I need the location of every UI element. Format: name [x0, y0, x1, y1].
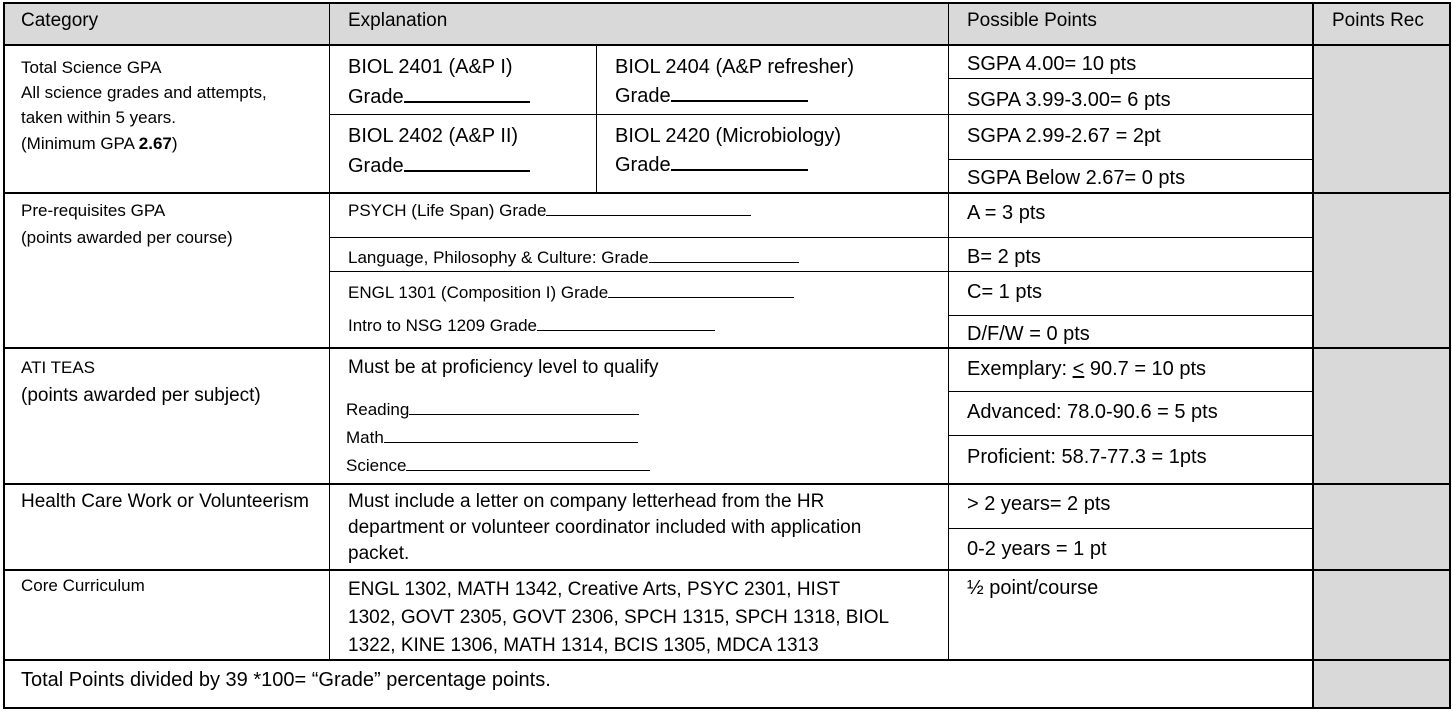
core-courses-line1: ENGL 1302, MATH 1342, Creative Arts, PSYC 2301, HIST — [348, 579, 841, 600]
teas-points-sep-2 — [948, 435, 1313, 436]
core-courses-line2: 1302, GOVT 2305, GOVT 2306, SPCH 1315, SPCH 1318, BIOL — [348, 607, 890, 628]
prereq-category-title: Pre-requisites GPA — [21, 201, 166, 220]
table-border-right — [1449, 2, 1451, 709]
course-biol-2420: BIOL 2420 (Microbiology) — [615, 125, 842, 147]
row-sep-core — [3, 659, 1451, 661]
row-sep-science — [3, 192, 1451, 194]
core-courses-line3: 1322, KINE 1306, MATH 1314, BCIS 1305, MDCA 1313 — [348, 635, 819, 656]
health-points-over-2: > 2 years= 2 pts — [967, 493, 1111, 515]
table-border-top — [3, 2, 1451, 4]
prereq-points-sep-2 — [948, 271, 1313, 272]
prereq-language: Language, Philosophy & Culture: Grade — [348, 249, 799, 266]
science-points-sep-3 — [948, 159, 1313, 160]
header-points-received: Points Rec — [1332, 10, 1424, 31]
science-category-line2: All science grades and attempts, — [21, 83, 267, 102]
points-rec-column-bg — [1314, 45, 1450, 708]
table-border-bottom — [3, 707, 1451, 709]
teas-points-sep-1 — [948, 391, 1313, 392]
science-course-sep — [329, 114, 949, 115]
prereq-points-b: B= 2 pts — [967, 246, 1041, 268]
core-points: ½ point/course — [967, 577, 1099, 599]
col-sep-points — [1312, 2, 1314, 709]
health-points-0-2: 0-2 years = 1 pt — [967, 538, 1107, 560]
health-points-sep — [948, 528, 1313, 529]
science-points-2: SGPA 3.99-3.00= 6 pts — [967, 89, 1171, 111]
teas-category-title: ATI TEAS — [21, 358, 96, 377]
prereq-category-note: (points awarded per course) — [21, 228, 233, 247]
col-sep-science-courses — [596, 46, 597, 193]
teas-science: Science — [346, 457, 650, 474]
row-sep-teas — [3, 483, 1451, 485]
prereq-points-a: A = 3 pts — [967, 202, 1046, 224]
science-category-title: Total Science GPA — [21, 58, 162, 77]
prereq-points-c: C= 1 pts — [967, 281, 1043, 303]
col-sep-explanation — [948, 2, 949, 660]
health-explanation-line3: packet. — [348, 543, 410, 564]
header-explanation: Explanation — [348, 10, 448, 31]
course-biol-2404-grade: Grade — [615, 86, 808, 106]
teas-points-proficient: Proficient: 58.7-77.3 = 1pts — [967, 446, 1207, 468]
teas-points-advanced: Advanced: 78.0-90.6 = 5 pts — [967, 401, 1218, 423]
teas-points-exemplary: Exemplary: < 90.7 = 10 pts — [967, 358, 1207, 380]
course-biol-2401-grade: Grade — [348, 87, 530, 107]
course-biol-2402-grade: Grade — [348, 156, 530, 176]
header-category: Category — [21, 10, 99, 31]
course-biol-2401: BIOL 2401 (A&P I) — [348, 56, 513, 78]
prereq-psych: PSYCH (Life Span) Grade — [348, 202, 751, 219]
prereq-expl-sep-1 — [329, 237, 949, 238]
health-explanation-line1: Must include a letter on company letterhead from the HR — [348, 491, 825, 512]
col-sep-category — [329, 2, 330, 660]
course-biol-2420-grade: Grade — [615, 155, 808, 175]
science-points-sep-1 — [948, 78, 1313, 79]
teas-reading: Reading — [346, 401, 639, 418]
prereq-points-sep-1 — [948, 237, 1313, 238]
course-biol-2404: BIOL 2404 (A&P refresher) — [615, 56, 855, 78]
science-points-4: SGPA Below 2.67= 0 pts — [967, 167, 1186, 189]
science-points-sep-2 — [948, 114, 1313, 115]
health-explanation-line2: department or volunteer coordinator included with application — [348, 517, 862, 538]
teas-proficiency-note: Must be at proficiency level to qualify — [348, 357, 659, 378]
health-category-title: Health Care Work or Volunteerism — [21, 491, 309, 512]
header-possible-points: Possible Points — [967, 10, 1097, 31]
science-minimum-gpa: (Minimum GPA 2.67) — [21, 134, 178, 153]
row-sep-header — [3, 44, 1451, 46]
course-biol-2402: BIOL 2402 (A&P II) — [348, 125, 519, 147]
science-category-line3: taken within 5 years. — [21, 108, 176, 127]
row-sep-health — [3, 569, 1451, 571]
header-row-bg — [4, 3, 1450, 45]
prereq-points-dfw: D/F/W = 0 pts — [967, 323, 1090, 345]
prereq-points-sep-3 — [948, 315, 1313, 316]
prereq-intro-nsg: Intro to NSG 1209 Grade — [348, 317, 715, 334]
table-border-left — [3, 2, 5, 709]
prereq-engl-1301: ENGL 1301 (Composition I) Grade — [348, 284, 794, 301]
teas-math: Math — [346, 429, 638, 446]
core-category-title: Core Curriculum — [21, 576, 145, 595]
prereq-expl-sep-2 — [329, 271, 949, 272]
row-sep-prereq — [3, 347, 1451, 349]
total-formula: Total Points divided by 39 *100= “Grade” percentage points. — [21, 669, 551, 691]
teas-category-note: (points awarded per subject) — [21, 385, 261, 406]
science-points-3: SGPA 2.99-2.67 = 2pt — [967, 125, 1161, 147]
science-points-1: SGPA 4.00= 10 pts — [967, 53, 1137, 75]
